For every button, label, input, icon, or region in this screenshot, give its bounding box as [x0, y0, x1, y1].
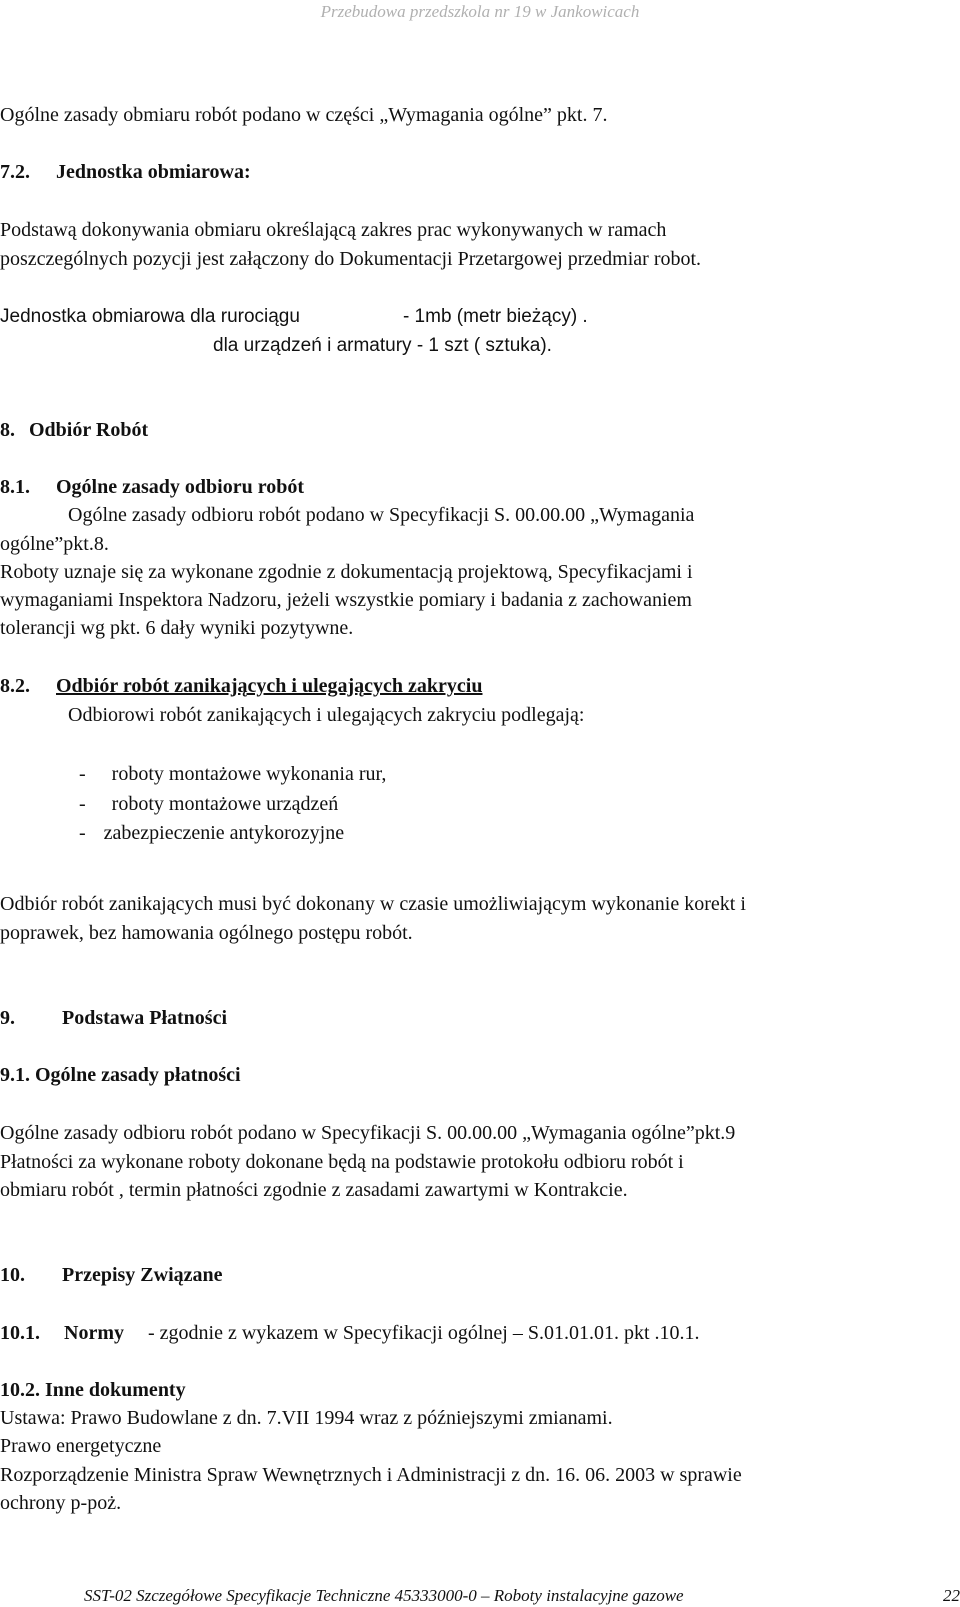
list-dash: -: [79, 822, 86, 844]
section-8-1-title: Ogólne zasady odbioru robót: [56, 476, 304, 498]
section-8-number: 8.: [0, 419, 15, 441]
section-8-1-number: 8.1.: [0, 476, 30, 498]
section-9-1-heading: 9.1. Ogólne zasady płatności: [0, 1064, 241, 1086]
section-7-2-heading: [0, 158, 251, 187]
section-8-1-heading: [0, 473, 304, 502]
section-10-2-line-1: Ustawa: Prawo Budowlane z dn. 7.VII 1994 wraz z późniejszymi zmianami.: [0, 1407, 613, 1429]
section-10-heading: [0, 1261, 223, 1290]
section-10-2-line-4: ochrony p-poż.: [0, 1492, 122, 1514]
section-10-1-number: 10.1.: [0, 1322, 40, 1344]
list-item-text: zabezpieczenie antykorozyjne: [103, 822, 345, 844]
section-8-1-line-2: ogólne”pkt.8.: [0, 533, 109, 555]
section-8-heading: [0, 416, 148, 445]
section-8-1-line-5: tolerancji wg pkt. 6 dały wyniki pozytywne.: [0, 617, 354, 639]
section-9-heading: [0, 1004, 227, 1033]
unit-pipeline-value: - 1mb (metr bieżący) .: [402, 306, 588, 327]
list-item: [79, 760, 386, 789]
section-9-title: Podstawa Płatności: [62, 1007, 227, 1029]
section-8-2-para-line-1: Odbiór robót zanikających musi być dokonany w czasie umożliwiającym wykonanie korekt i: [0, 893, 746, 915]
section-7-2-title: Jednostka obmiarowa:: [56, 161, 251, 183]
unit-pipeline-label: Jednostka obmiarowa dla rurociągu: [0, 306, 300, 327]
section-9-number: 9.: [0, 1007, 15, 1029]
section-9-1-line-3: obmiaru robót , termin płatności zgodnie z zasadami zawartymi w Kontrakcie.: [0, 1179, 628, 1201]
section-8-1-line-4: wymaganiami Inspektora Nadzoru, jeżeli wszystkie pomiary i badania z zachowaniem: [0, 589, 692, 611]
section-8-2-number: 8.2.: [0, 675, 30, 697]
section-8-2-para-line-2: poprawek, bez hamowania ogólnego postępu robót.: [0, 922, 413, 944]
list-item: [79, 790, 338, 819]
section-10-1-text: - zgodnie z wykazem w Specyfikacji ogólnej – S.01.01.01. pkt .10.1.: [147, 1322, 700, 1344]
section-9-1-line-1: Ogólne zasady odbioru robót podano w Specyfikacji S. 00.00.00 „Wymagania ogólne”pkt.9: [0, 1122, 736, 1144]
list-item-text: roboty montażowe wykonania rur,: [111, 763, 387, 785]
page-header: Przebudowa przedszkola nr 19 w Jankowicach: [320, 2, 640, 21]
footer-text: SST-02 Szczegółowe Specyfikacje Techniczne 45333000-0 – Roboty instalacyjne gazowe: [84, 1586, 684, 1605]
section-7-2-number: 7.2.: [0, 161, 30, 183]
list-dash: -: [79, 763, 86, 785]
unit-pipeline-line: [0, 302, 588, 331]
section-10-title: Przepisy Związane: [62, 1264, 223, 1286]
section-10-1-line: [0, 1319, 700, 1348]
section-8-2-intro: Odbiorowi robót zanikających i ulegających zakryciu podlegają:: [68, 704, 585, 726]
list-item-text: roboty montażowe urządzeń: [111, 793, 339, 815]
list-item: [79, 819, 344, 848]
section-7-2-para-line-1: Podstawą dokonywania obmiaru określającą zakres prac wykonywanych w ramach: [0, 219, 667, 241]
section-8-1-line-1: Ogólne zasady odbioru robót podano w Specyfikacji S. 00.00.00 „Wymagania: [68, 504, 695, 526]
section-10-2-heading: 10.2. Inne dokumenty: [0, 1379, 186, 1401]
section-10-2-line-3: Rozporządzenie Ministra Spraw Wewnętrznych i Administracji z dn. 16. 06. 2003 w sprawie: [0, 1464, 742, 1486]
section-8-2-heading: [0, 672, 482, 701]
unit-devices-line: dla urządzeń i armatury - 1 szt ( sztuka).: [213, 335, 552, 356]
section-10-number: 10.: [0, 1264, 25, 1286]
section-8-title: Odbiór Robót: [29, 419, 149, 441]
section-10-2-line-2: Prawo energetyczne: [0, 1435, 162, 1457]
section-9-1-line-2: Płatności za wykonane roboty dokonane będą na podstawie protokołu odbioru robót i: [0, 1151, 684, 1173]
section-8-2-title: Odbiór robót zanikających i ulegających zakryciu: [56, 675, 483, 697]
measurement-rules-text: Ogólne zasady obmiaru robót podano w części „Wymagania ogólne” pkt. 7.: [0, 104, 608, 126]
list-dash: -: [79, 793, 86, 815]
section-7-2-para-line-2: poszczególnych pozycji jest załączony do Dokumentacji Przetargowej przedmiar robot.: [0, 248, 702, 270]
section-10-1-title: Normy: [64, 1322, 124, 1344]
page-number: 22: [943, 1586, 960, 1605]
section-8-1-line-3: Roboty uznaje się za wykonane zgodnie z dokumentacją projektową, Specyfikacjami i: [0, 561, 693, 583]
